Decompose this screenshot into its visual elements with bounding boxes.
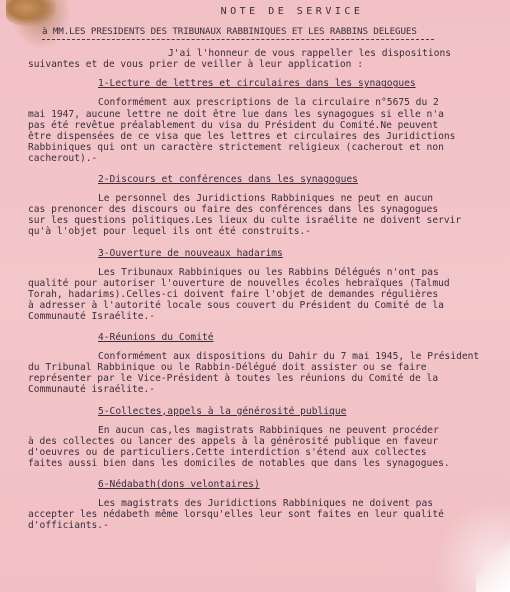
section-title: 2-Discours et conférences dans les synagogues [98,174,358,186]
torn-corner [476,532,510,592]
section-title: 1-Lecture de lettres et circulaires dans les synagogues [98,78,416,90]
addressee-line: à MM.LES PRESIDENTS DES TRIBUNAUX RABBINIQUES ET LES RABBINS DELEGUES [42,26,417,38]
paragraph-line: cas prenoncer des discours ou faire des conférences dans les synagogues [28,204,439,216]
paragraph-line: faites aussi bien dans les domiciles de notables que dans les synagogues. [28,457,450,469]
intro-line: J'ai l'honneur de vous rappeller les dispositions [168,48,452,60]
document-title: NOTE DE SERVICE [220,6,364,17]
paragraph-line: à adresser à l'autorité locale sous couvert du Président du Comité de la [28,299,444,311]
intro-line: suivantes et de vous prier de veiller à leur application : [28,59,364,71]
section-title: 6-Nédabath(dons velontaires) [98,479,260,490]
section-title: 3-Ouverture de nouveaux hadarims [98,247,283,259]
paragraph-line: Conformément aux dispositions du Dahir du 7 mai 1945, le Président [98,351,480,363]
paragraph-line: Les Tribunaux Rabbiniques ou les Rabbins Délégués n'ont pas [98,266,439,278]
paragraph-line: Les magistrats des Juridictions Rabbiniques ne doivent pas [98,498,434,510]
paragraph-line: Torah, hadarims).Celles-ci doivent faire l'objet de demandes régulières [28,288,439,300]
paragraph-line: mai 1947, aucune lettre ne doit être lue dans les synagogues si elle n'a [28,108,444,120]
paragraph-line: à des collectes ou lancer des appels à la générosité publique en faveur [28,435,439,447]
paragraph-line: Communauté Israélite.- [28,310,156,322]
paragraph-line: pas été revêtue préalablement du visa du Président du Comité.Ne peuvent [28,119,439,131]
paragraph-line: cacherout).- [28,152,98,164]
section-title: 4-Réunions du Comité [98,332,214,344]
paragraph-line: Communauté israélite.- [28,384,156,396]
paragraph-line: accepter les nédabeth même lorsqu'elles leur sont faites en leur qualité [28,509,444,521]
paragraph-line: d'oeuvres ou de particuliers.Cette interdiction s'étend aux collectes [28,446,427,458]
paragraph-line: représenter par le Vice-Président à toutes les réunions du Comité de la [28,373,439,385]
section-title: 5-Collectes,appels à la générosité publique [98,405,347,417]
document-body [28,6,510,531]
paragraph-line: d'officiants.- [28,520,109,532]
paragraph-line: En aucun cas,les magistrats Rabbiniques ne peuvent procéder [98,424,439,436]
paragraph-line: Conformément aux prescriptions de la circulaire n°5675 du 2 [98,97,439,109]
paragraph-line: qu'à l'objet pour lequel ils ont été construits.- [28,226,312,238]
paragraph-line: du Tribunal Rabbinique ou le Rabbin-Délégué doit assister ou se faire [28,362,427,374]
paragraph-line: être dispensées de ce visa que les lettres et circulaires des Juridictions [28,130,456,142]
paragraph-line: sur les questions politiques.Les lieux du culte israélite ne doivent servir [28,215,462,227]
paragraph-line: Le personnel des Juridictions Rabbiniques ne peut en aucun [98,193,434,205]
paragraph-line: Rabbiniques qui ont un caractère strictement religieux (cacherout et non [28,141,444,153]
paragraph-line: qualité pour autoriser l'ouverture de nouvelles écoles hebraïques (Talmud [28,277,450,289]
